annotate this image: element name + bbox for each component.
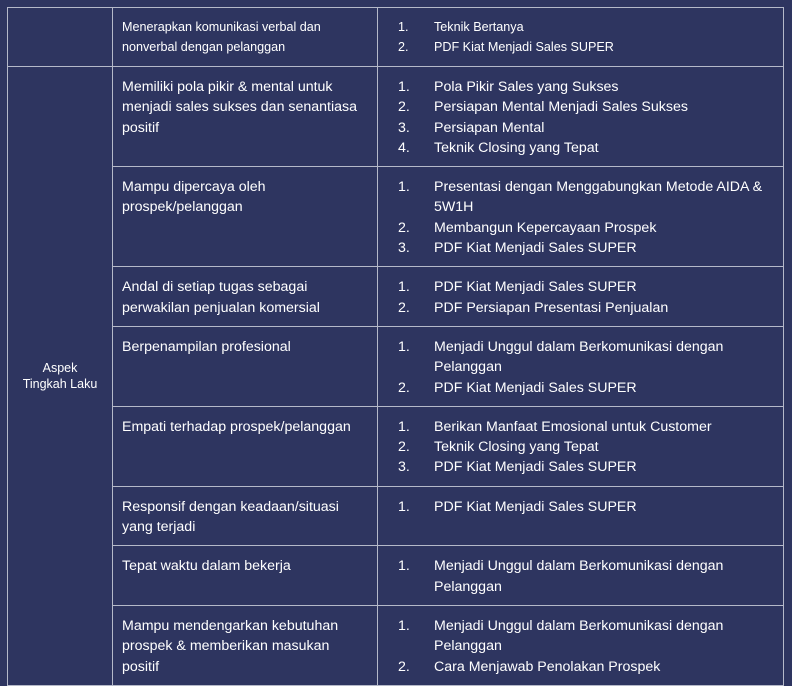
list-item xyxy=(398,77,775,97)
item-number: 2. xyxy=(398,299,410,316)
item-text: Teknik Closing yang Tepat xyxy=(434,139,599,156)
item-number: 2. xyxy=(398,439,410,456)
competency-text: Responsif dengan keadaan/situasi yang terjadi xyxy=(122,498,339,536)
item-number: 1. xyxy=(398,79,410,95)
item-text: PDF Kiat Menjadi Sales SUPER xyxy=(434,240,637,257)
list-item xyxy=(398,17,775,37)
competency-text: Empati terhadap prospek/pelanggan xyxy=(122,418,351,435)
item-number: 3. xyxy=(398,240,410,257)
materials-cell xyxy=(378,406,784,486)
item-number: 1. xyxy=(398,179,410,196)
competency-cell xyxy=(113,605,378,685)
item-number: 1. xyxy=(398,617,410,634)
item-text: PDF Kiat Menjadi Sales SUPER xyxy=(434,498,637,515)
item-text: Berikan Manfaat Emosional untuk Customer xyxy=(434,418,712,435)
competency-cell xyxy=(113,167,378,267)
list-item xyxy=(398,138,775,158)
materials-cell xyxy=(378,605,784,685)
item-number: 1. xyxy=(398,558,410,575)
list-item xyxy=(398,337,775,378)
competency-cell xyxy=(113,546,378,606)
list-item xyxy=(398,556,775,597)
item-text: PDF Kiat Menjadi Sales SUPER xyxy=(434,379,637,396)
materials-list xyxy=(378,327,783,406)
materials-list xyxy=(378,167,783,266)
materials-cell xyxy=(378,167,784,267)
item-text: PDF Kiat Menjadi Sales SUPER xyxy=(434,279,637,296)
item-text: PDF Kiat Menjadi Sales SUPER xyxy=(434,40,614,54)
item-number: 1. xyxy=(398,418,410,435)
item-text: Teknik Closing yang Tepat xyxy=(434,439,599,456)
aspect-label-line-1: Aspek xyxy=(42,360,78,375)
materials-list xyxy=(378,407,783,486)
item-number: 3. xyxy=(398,119,410,136)
materials-list xyxy=(378,606,783,685)
materials-list xyxy=(378,8,783,65)
item-number: 3. xyxy=(398,459,410,476)
list-item xyxy=(398,118,775,138)
list-item xyxy=(398,437,775,457)
competency-table xyxy=(7,7,784,686)
competency-text: Tepat waktu dalam bekerja xyxy=(122,558,291,575)
item-number: 1. xyxy=(398,20,409,34)
item-number: 2. xyxy=(398,219,410,236)
table-row xyxy=(8,605,784,685)
item-number: 2. xyxy=(398,658,410,675)
item-number: 4. xyxy=(398,139,410,156)
competency-text: Mampu mendengarkan kebutuhan prospek & memberikan masukan positif xyxy=(122,617,339,675)
item-text: Persiapan Mental Menjadi Sales Sukses xyxy=(434,99,688,116)
list-item xyxy=(398,277,775,297)
list-item xyxy=(398,378,775,398)
competency-cell xyxy=(113,8,378,67)
table-row xyxy=(8,8,784,67)
materials-cell xyxy=(378,267,784,327)
item-text: Cara Menjawab Penolakan Prospek xyxy=(434,658,661,675)
competency-cell xyxy=(113,326,378,406)
materials-list xyxy=(378,487,783,525)
aspect-label-line-2: Tingkah Laku xyxy=(22,376,98,391)
list-item xyxy=(398,97,775,117)
table-row xyxy=(8,326,784,406)
item-text: Pola Pikir Sales yang Sukses xyxy=(434,79,619,95)
competency-cell xyxy=(113,486,378,546)
list-item xyxy=(398,616,775,657)
list-item xyxy=(398,657,775,677)
list-item xyxy=(398,417,775,437)
competency-text: Berpenampilan profesional xyxy=(122,338,291,355)
list-item xyxy=(398,457,775,477)
materials-list xyxy=(378,67,783,166)
aspect-cell xyxy=(8,67,113,686)
empty-aspect-cell xyxy=(8,8,113,67)
competency-text: Memiliki pola pikir & mental untuk menjadi sales sukses dan senantiasa positif xyxy=(122,79,358,136)
item-text: PDF Kiat Menjadi Sales SUPER xyxy=(434,459,637,476)
materials-cell xyxy=(378,67,784,167)
list-item xyxy=(398,497,775,517)
item-text: Teknik Bertanya xyxy=(434,20,524,34)
table-body xyxy=(8,8,784,686)
item-text: Membangun Kepercayaan Prospek xyxy=(434,219,657,236)
materials-list xyxy=(378,267,783,326)
table-row xyxy=(8,406,784,486)
materials-cell xyxy=(378,546,784,606)
competency-cell xyxy=(113,67,378,167)
competency-text: Mampu dipercaya oleh prospek/pelanggan xyxy=(122,179,266,216)
list-item xyxy=(398,298,775,318)
item-text: PDF Persiapan Presentasi Penjualan xyxy=(434,299,669,316)
list-item xyxy=(398,37,775,57)
materials-cell xyxy=(378,8,784,67)
item-text: Presentasi dengan Menggabungkan Metode AIDA & 5W1H xyxy=(434,179,763,216)
materials-list xyxy=(378,546,783,605)
item-number: 2. xyxy=(398,40,409,54)
list-item xyxy=(398,238,775,258)
materials-cell xyxy=(378,326,784,406)
competency-cell xyxy=(113,267,378,327)
item-text: Menjadi Unggul dalam Berkomunikasi dengan Pelanggan xyxy=(434,558,724,595)
competency-cell xyxy=(113,406,378,486)
materials-cell xyxy=(378,486,784,546)
list-item xyxy=(398,218,775,238)
item-text: Menjadi Unggul dalam Berkomunikasi dengan Pelanggan xyxy=(434,338,724,376)
competency-text: Menerapkan komunikasi verbal dan nonverbal dengan pelanggan xyxy=(122,20,321,54)
table-row xyxy=(8,486,784,546)
item-number: 1. xyxy=(398,498,410,515)
item-number: 1. xyxy=(398,279,410,296)
item-number: 2. xyxy=(398,379,410,396)
item-text: Menjadi Unggul dalam Berkomunikasi dengan Pelanggan xyxy=(434,617,724,655)
item-number: 2. xyxy=(398,99,410,116)
table-row xyxy=(8,67,784,167)
item-text: Persiapan Mental xyxy=(434,119,545,136)
table-row xyxy=(8,267,784,327)
list-item xyxy=(398,177,775,218)
item-number: 1. xyxy=(398,338,410,355)
table-row xyxy=(8,167,784,267)
table-row xyxy=(8,546,784,606)
competency-text: Andal di setiap tugas sebagai perwakilan penjualan komersial xyxy=(122,279,320,316)
